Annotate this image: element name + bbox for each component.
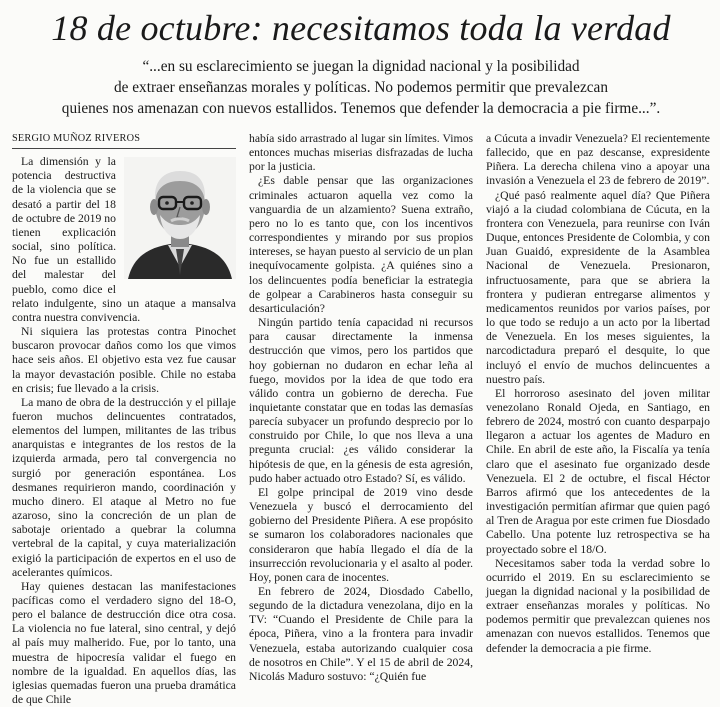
paragraph: Ningún partido tenía capacidad ni recursos para causar directamente la inmensa destrucción que vimos, pero los partidos que hoy gobiernan no dudaron en echar leña al fuego, movidos por la idea de que todo era válido contra un gobierno de derecha. Fue inquietante constatar que en todas las demasías parecía subyacer un profundo desprecio por lo construido por Chile, lo que nos lleva a una pregunta crucial: ¿es válido considerar la hipótesis de que, en la génesis de esta agresión, pudo haber actuado otro Estado? Sí, es válido. bbox=[249, 316, 473, 485]
paragraph: ¿Es dable pensar que las organizaciones criminales actuaron aquella vez como la vanguardia de un alzamiento? Suena extraño, pero no lo es tanto que, con los incentivos correspondientes y mirando por sus propios intereses, se hayan puesto al servicio de un plan inequívocamente golpista. ¿A quiénes sino a los delincuentes podía beneficiar la estrategia de golpear a Carabineros hasta conseguir su desarticulación? bbox=[249, 174, 473, 315]
standfirst-line: quienes nos amenazan con nuevos estallidos. Tenemos que defender la democracia a pie firme...”. bbox=[61, 100, 661, 117]
byline: SERGIO MUÑOZ RIVEROS bbox=[12, 132, 236, 149]
paragraph: Ni siquiera las protestas contra Pinochet buscaron provocar daños como los que vimos hace seis años. El objetivo esta vez fue causar la mayor devastación posible. Chile no estaba en crisis; fue llevado a la crisis. bbox=[12, 325, 236, 395]
paragraph: había sido arrastrado al lugar sin límites. Vimos entonces muchas miserias disfrazadas de lucha por la justicia. bbox=[249, 132, 473, 174]
headline: 18 de octubre: necesitamos toda la verdad bbox=[51, 8, 671, 48]
standfirst-line: de extraer enseñanzas morales y políticas. No podemos permitir que prevalezcan bbox=[114, 79, 608, 96]
paragraph: Hay quienes destacan las manifestaciones pacíficas como el verdadero signo del 18-O, pero el balance de destrucción dice otra cosa. La violencia no fue lateral, sino central, y dejó al país muy malherido. Fue, por lo tanto, una muestra de hipocresía validar el fuego en nombre de la igualdad. En aquellos días, las iglesias quemadas fueron una prueba dramática de que Chile bbox=[12, 579, 236, 707]
column-2 bbox=[249, 132, 473, 683]
article-body bbox=[12, 132, 710, 707]
paragraph: El horroroso asesinato del joven militar venezolano Ronald Ojeda, en Santiago, en febrero de 2024, mostró con cuanto desparpajo llegaron a actuar los agentes de Maduro en Chile. En abril de este año, la Fiscalía ya tenía claro que el asesinato fue organizado desde Venezuela. El 2 de octubre, el fiscal Héctor Barros afirmó que los antecedentes de la investigación permitían afirmar que quien pagó al Tren de Aragua por este crimen fue Diosdado Cabello. Una potente luz retrospectiva se ha proyectado sobre el 18/O. bbox=[486, 386, 710, 556]
column-3 bbox=[486, 132, 710, 675]
column-1 bbox=[12, 132, 236, 707]
paragraph: a Cúcuta a invadir Venezuela? El recientemente fallecido, que en paz descanse, expresidente Piñera. La derecha chilena vino a apoyar una invasión a Venezuela el 23 de febrero de 2019”. bbox=[486, 132, 710, 188]
paragraph: La mano de obra de la destrucción y el pillaje fueron muchos delincuentes contratados, elementos del lumpen, militantes de las tribus anarquistas e integrantes de los restos de la izquierda armada, pero tal convergencia no surgió por generación espontánea. Los desmanes requirieron mando, coordinación y mucho dinero. El ataque al Metro no fue azaroso, sino la concreción de un plan de sabotaje orientado a quebrar la columna vertebral de la capital, y cuya materialización exigió la participación de expertos en el uso de acelerantes químicos. bbox=[12, 395, 236, 579]
paragraph: La dimensión y la potencia destructiva de la violencia que se desató a partir del 18 de octubre de 2019 no tienen explicación social, sino política. No fue un estallido del malestar del pueblo, como dice el relato indulgente, sino un ataque a mansalva contra nuestra convivencia. bbox=[12, 155, 236, 324]
paragraph: En febrero de 2024, Diosdado Cabello, segundo de la dictadura venezolana, dijo en la TV: “Cuando el Presidente de Chile para la época, Piñera, vino a la frontera para invadir Venezuela, estaba autorizando cualquier cosa de nosotros en Chile”. Y el 15 de abril de 2024, Nicolás Maduro sostuvo: “¿Quién fue bbox=[249, 585, 473, 683]
standfirst bbox=[20, 56, 702, 119]
standfirst-line: “...en su esclarecimiento se juegan la dignidad nacional y la posibilidad bbox=[142, 58, 580, 75]
paragraph: El golpe principal de 2019 vino desde Venezuela y buscó el derrocamiento del gobierno del Presidente Piñera. A ese propósito se sumaron los colaboradores nacionales que consideraron que había llegado el día de la insurrección revolucionaria y el asalto al poder. Hoy, ponen cara de inocentes. bbox=[249, 485, 473, 584]
author-portrait bbox=[124, 157, 236, 279]
paragraph: ¿Qué pasó realmente aquel día? Que Piñera viajó a la ciudad colombiana de Cúcuta, en la frontera con Venezuela, para reunirse con Iván Duque, entonces Presidente de Colombia, y con Juan Guaidó, expresidente de la Asamblea Nacional de Venezuela. Presionaron, infructuosamente, para que se abriera la frontera y pudieran entregarse alimentos y medicamentos reunidos por varios países, por lo que todo se redujo a un acto por la libertad de Venezuela. En los meses siguientes, la narcodictadura preparó el desquite, lo que incluyó el envío de muchos delincuentes a nuestro país. bbox=[486, 188, 710, 386]
author-portrait-icon bbox=[124, 157, 236, 279]
paragraph: Necesitamos saber toda la verdad sobre lo ocurrido el 2019. En su esclarecimiento se juegan la dignidad nacional y la posibilidad de extraer enseñanzas morales y políticas. No podemos permitir que prevalezcan quienes nos amenazan con nuevos estallidos. Tenemos que defender la democracia a pie firme. bbox=[486, 556, 710, 655]
